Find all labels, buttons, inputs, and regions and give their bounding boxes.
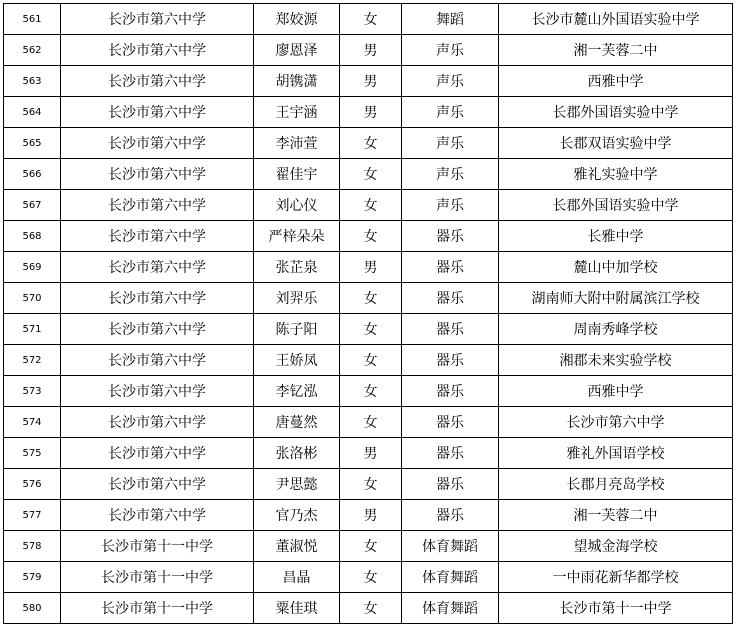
table-row — [4, 4, 733, 35]
student-name-cell: 胡镌潇 — [254, 66, 340, 97]
origin-school-cell: 麓山中加学校 — [499, 252, 733, 283]
origin-school-cell: 雅礼实验中学 — [499, 159, 733, 190]
row-number-cell: 576 — [4, 469, 61, 500]
student-name-cell: 李沛萱 — [254, 128, 340, 159]
talent-category-cell: 器乐 — [402, 500, 499, 531]
table-row — [4, 345, 733, 376]
table-row — [4, 314, 733, 345]
gender-cell: 女 — [340, 376, 402, 407]
table-row — [4, 97, 733, 128]
origin-school-cell: 长沙市第六中学 — [499, 407, 733, 438]
row-number-cell: 569 — [4, 252, 61, 283]
student-name-cell: 董淑悦 — [254, 531, 340, 562]
table-row — [4, 35, 733, 66]
table-row — [4, 221, 733, 252]
talent-category-cell: 器乐 — [402, 283, 499, 314]
admitting-school-cell: 长沙市第六中学 — [61, 438, 254, 469]
gender-cell: 女 — [340, 562, 402, 593]
origin-school-cell: 望城金海学校 — [499, 531, 733, 562]
row-number-cell: 567 — [4, 190, 61, 221]
table-row — [4, 593, 733, 624]
row-number-cell: 579 — [4, 562, 61, 593]
gender-cell: 女 — [340, 345, 402, 376]
talent-category-cell: 器乐 — [402, 252, 499, 283]
table-row — [4, 562, 733, 593]
student-name-cell: 官乃杰 — [254, 500, 340, 531]
student-name-cell: 昌晶 — [254, 562, 340, 593]
talent-category-cell: 体育舞蹈 — [402, 593, 499, 624]
table-row — [4, 128, 733, 159]
admitting-school-cell: 长沙市第六中学 — [61, 345, 254, 376]
talent-category-cell: 舞蹈 — [402, 4, 499, 35]
origin-school-cell: 西雅中学 — [499, 376, 733, 407]
admitting-school-cell: 长沙市第六中学 — [61, 500, 254, 531]
table-row — [4, 190, 733, 221]
row-number-cell: 575 — [4, 438, 61, 469]
gender-cell: 女 — [340, 469, 402, 500]
admitting-school-cell: 长沙市第六中学 — [61, 66, 254, 97]
table-row — [4, 159, 733, 190]
student-name-cell: 张洛彬 — [254, 438, 340, 469]
admitting-school-cell: 长沙市第六中学 — [61, 376, 254, 407]
gender-cell: 男 — [340, 438, 402, 469]
table-row — [4, 500, 733, 531]
row-number-cell: 580 — [4, 593, 61, 624]
student-name-cell: 王娇凤 — [254, 345, 340, 376]
origin-school-cell: 长沙市第十一中学 — [499, 593, 733, 624]
student-name-cell: 刘羿乐 — [254, 283, 340, 314]
admitting-school-cell: 长沙市第六中学 — [61, 469, 254, 500]
talent-category-cell: 器乐 — [402, 438, 499, 469]
origin-school-cell: 长沙市麓山外国语实验中学 — [499, 4, 733, 35]
gender-cell: 女 — [340, 221, 402, 252]
origin-school-cell: 长雅中学 — [499, 221, 733, 252]
talent-category-cell: 声乐 — [402, 35, 499, 66]
table-row — [4, 469, 733, 500]
origin-school-cell: 长郡外国语实验中学 — [499, 190, 733, 221]
admitting-school-cell: 长沙市第六中学 — [61, 159, 254, 190]
admitting-school-cell: 长沙市第六中学 — [61, 35, 254, 66]
gender-cell: 男 — [340, 252, 402, 283]
origin-school-cell: 湘一芙蓉二中 — [499, 500, 733, 531]
talent-category-cell: 体育舞蹈 — [402, 562, 499, 593]
row-number-cell: 572 — [4, 345, 61, 376]
student-name-cell: 翟佳宇 — [254, 159, 340, 190]
row-number-cell: 573 — [4, 376, 61, 407]
talent-category-cell: 器乐 — [402, 314, 499, 345]
gender-cell: 女 — [340, 190, 402, 221]
talent-category-cell: 器乐 — [402, 376, 499, 407]
student-name-cell: 陈子阳 — [254, 314, 340, 345]
row-number-cell: 562 — [4, 35, 61, 66]
roster-body — [4, 4, 733, 624]
talent-category-cell: 器乐 — [402, 407, 499, 438]
table-row — [4, 252, 733, 283]
student-name-cell: 尹思懿 — [254, 469, 340, 500]
origin-school-cell: 一中雨花新华都学校 — [499, 562, 733, 593]
talent-category-cell: 声乐 — [402, 66, 499, 97]
origin-school-cell: 长郡外国语实验中学 — [499, 97, 733, 128]
table-row — [4, 531, 733, 562]
student-name-cell: 刘心仪 — [254, 190, 340, 221]
admitting-school-cell: 长沙市第六中学 — [61, 190, 254, 221]
origin-school-cell: 湘郡未来实验学校 — [499, 345, 733, 376]
admitting-school-cell: 长沙市第六中学 — [61, 128, 254, 159]
admitting-school-cell: 长沙市第十一中学 — [61, 562, 254, 593]
origin-school-cell: 长郡双语实验中学 — [499, 128, 733, 159]
gender-cell: 男 — [340, 97, 402, 128]
student-roster-table — [3, 3, 733, 624]
gender-cell: 女 — [340, 407, 402, 438]
student-name-cell: 王宇涵 — [254, 97, 340, 128]
admitting-school-cell: 长沙市第十一中学 — [61, 593, 254, 624]
origin-school-cell: 湖南师大附中附属滨江学校 — [499, 283, 733, 314]
row-number-cell: 565 — [4, 128, 61, 159]
gender-cell: 女 — [340, 531, 402, 562]
origin-school-cell: 西雅中学 — [499, 66, 733, 97]
table-row — [4, 66, 733, 97]
row-number-cell: 568 — [4, 221, 61, 252]
admitting-school-cell: 长沙市第六中学 — [61, 97, 254, 128]
row-number-cell: 574 — [4, 407, 61, 438]
student-name-cell: 郑姣源 — [254, 4, 340, 35]
table-row — [4, 438, 733, 469]
student-name-cell: 李钇泓 — [254, 376, 340, 407]
gender-cell: 女 — [340, 4, 402, 35]
student-name-cell: 唐蔓然 — [254, 407, 340, 438]
talent-category-cell: 器乐 — [402, 345, 499, 376]
origin-school-cell: 周南秀峰学校 — [499, 314, 733, 345]
row-number-cell: 578 — [4, 531, 61, 562]
student-name-cell: 张芷泉 — [254, 252, 340, 283]
talent-category-cell: 声乐 — [402, 190, 499, 221]
talent-category-cell: 声乐 — [402, 97, 499, 128]
admitting-school-cell: 长沙市第六中学 — [61, 407, 254, 438]
admitting-school-cell: 长沙市第六中学 — [61, 314, 254, 345]
table-row — [4, 376, 733, 407]
admitting-school-cell: 长沙市第六中学 — [61, 252, 254, 283]
admitting-school-cell: 长沙市第六中学 — [61, 4, 254, 35]
gender-cell: 女 — [340, 314, 402, 345]
student-name-cell: 严梓朵朵 — [254, 221, 340, 252]
student-name-cell: 粟佳琪 — [254, 593, 340, 624]
origin-school-cell: 长郡月亮岛学校 — [499, 469, 733, 500]
origin-school-cell: 雅礼外国语学校 — [499, 438, 733, 469]
table-row — [4, 407, 733, 438]
talent-category-cell: 体育舞蹈 — [402, 531, 499, 562]
row-number-cell: 570 — [4, 283, 61, 314]
row-number-cell: 561 — [4, 4, 61, 35]
gender-cell: 男 — [340, 500, 402, 531]
row-number-cell: 566 — [4, 159, 61, 190]
admitting-school-cell: 长沙市第六中学 — [61, 221, 254, 252]
student-name-cell: 廖恩泽 — [254, 35, 340, 66]
gender-cell: 女 — [340, 283, 402, 314]
admitting-school-cell: 长沙市第十一中学 — [61, 531, 254, 562]
talent-category-cell: 声乐 — [402, 128, 499, 159]
talent-category-cell: 器乐 — [402, 221, 499, 252]
admitting-school-cell: 长沙市第六中学 — [61, 283, 254, 314]
row-number-cell: 564 — [4, 97, 61, 128]
row-number-cell: 571 — [4, 314, 61, 345]
gender-cell: 女 — [340, 159, 402, 190]
gender-cell: 男 — [340, 66, 402, 97]
gender-cell: 女 — [340, 128, 402, 159]
gender-cell: 男 — [340, 35, 402, 66]
row-number-cell: 577 — [4, 500, 61, 531]
talent-category-cell: 声乐 — [402, 159, 499, 190]
talent-category-cell: 器乐 — [402, 469, 499, 500]
gender-cell: 女 — [340, 593, 402, 624]
table-row — [4, 283, 733, 314]
origin-school-cell: 湘一芙蓉二中 — [499, 35, 733, 66]
row-number-cell: 563 — [4, 66, 61, 97]
